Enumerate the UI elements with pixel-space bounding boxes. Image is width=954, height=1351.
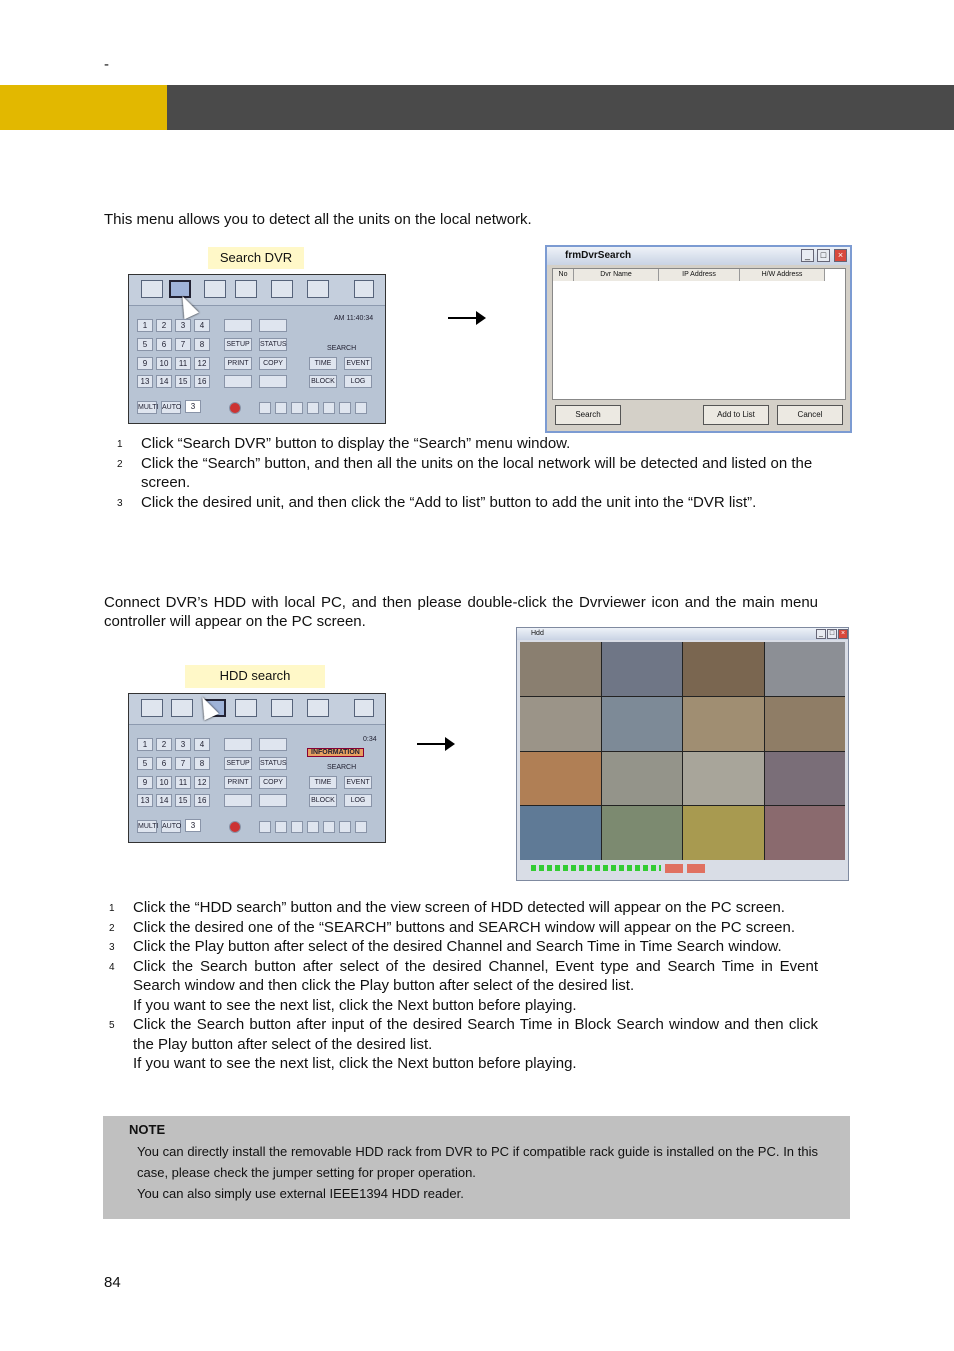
header-accent-bar	[0, 85, 167, 130]
fast-rewind-icon[interactable]	[259, 821, 271, 833]
channel-key-9[interactable]: 9	[137, 776, 153, 789]
controller-time: 0:34	[363, 736, 377, 743]
hdd-search-icon[interactable]	[204, 280, 226, 298]
camera-view[interactable]	[765, 642, 846, 696]
camera-grid	[520, 642, 845, 860]
hdd-search-callout: HDD search	[185, 665, 325, 688]
channel-key-4[interactable]: 4	[194, 738, 210, 751]
monitor-button[interactable]	[259, 738, 287, 751]
section1-intro: This menu allows you to detect all the units on the local network.	[104, 211, 532, 228]
camera-view[interactable]	[520, 752, 601, 806]
maximize-icon[interactable]: □	[827, 629, 837, 639]
search-dvr-icon[interactable]	[171, 699, 193, 717]
channel-key-2[interactable]: 2	[156, 319, 172, 332]
step-forward-icon[interactable]	[339, 402, 351, 414]
dialog-title: frmDvrSearch	[547, 247, 850, 265]
controller-panel-2	[128, 693, 386, 843]
channel-key-12[interactable]: 12	[194, 776, 210, 789]
print-button[interactable]: PRINT	[224, 357, 252, 370]
channel-key-3[interactable]: 3	[175, 738, 191, 751]
arrow-right-icon	[417, 743, 451, 745]
channel-key-11[interactable]: 11	[175, 776, 191, 789]
sound-button[interactable]	[224, 738, 252, 751]
controller-panel-1	[128, 274, 386, 424]
setup-button[interactable]: SETUP	[224, 757, 252, 770]
step-back-icon[interactable]	[275, 821, 287, 833]
camera-view[interactable]	[520, 697, 601, 751]
channel-key-12[interactable]: 12	[194, 357, 210, 370]
time-search-button[interactable]: TIME	[309, 776, 337, 789]
channel-key-15[interactable]: 15	[175, 375, 191, 388]
auto-button[interactable]: AUTO	[161, 820, 181, 833]
camera-view[interactable]	[602, 697, 683, 751]
record-icon[interactable]	[229, 402, 241, 414]
page-number: 84	[104, 1274, 121, 1291]
channel-key-16[interactable]: 16	[194, 375, 210, 388]
channel-key-3[interactable]: 3	[175, 319, 191, 332]
search-group-label: SEARCH	[327, 345, 357, 352]
mute-button[interactable]	[259, 375, 287, 388]
camera-view[interactable]	[683, 642, 764, 696]
add-to-list-button[interactable]: Add to List	[703, 405, 769, 425]
copy-button[interactable]: COPY	[259, 776, 287, 789]
copy-window-icon[interactable]	[235, 280, 257, 298]
search-dvr-callout: Search DVR	[208, 247, 304, 269]
window-controls-icon[interactable]	[354, 280, 374, 298]
print-button[interactable]: PRINT	[224, 776, 252, 789]
sound-button[interactable]	[224, 319, 252, 332]
fullscreen-icon[interactable]	[271, 280, 293, 298]
search-group-label: SEARCH	[327, 764, 357, 771]
block-search-button[interactable]: BLOCK	[309, 375, 337, 388]
dvr-list[interactable]	[552, 268, 846, 400]
time-search-button[interactable]: TIME	[309, 357, 337, 370]
mute-button[interactable]	[259, 794, 287, 807]
channel-key-1[interactable]: 1	[137, 319, 153, 332]
header-title-bar	[167, 85, 954, 130]
controller-time: AM 11:40:34	[334, 315, 374, 322]
live-view-icon[interactable]	[141, 280, 163, 298]
channel-key-9[interactable]: 9	[137, 357, 153, 370]
fullscreen-icon[interactable]	[271, 699, 293, 717]
channel-key-13[interactable]: 13	[137, 375, 153, 388]
event-search-button[interactable]: EVENT	[344, 357, 372, 370]
event-search-button[interactable]: EVENT	[344, 776, 372, 789]
search-button[interactable]: Search	[555, 405, 621, 425]
reverse-play-icon[interactable]	[291, 821, 303, 833]
alarm-indicators	[531, 865, 661, 871]
copy-window-icon[interactable]	[235, 699, 257, 717]
camera-view[interactable]	[602, 642, 683, 696]
setup-button[interactable]: SETUP	[224, 338, 252, 351]
controller-toolbar	[129, 275, 385, 306]
close-icon[interactable]: ×	[834, 249, 847, 262]
log-button[interactable]: LOG	[344, 794, 372, 807]
channel-key-5[interactable]: 5	[137, 757, 153, 770]
column-ip-address[interactable]: IP Address	[659, 269, 740, 281]
channel-key-7[interactable]: 7	[175, 757, 191, 770]
controller-toolbar	[129, 694, 385, 725]
multi-value-field[interactable]: 3	[185, 400, 201, 413]
multi-value-field[interactable]: 3	[185, 819, 201, 832]
note-line-1: You can directly install the removable HDD rack from DVR to PC if compatible rack guide is installed on the PC. In this case, please check the jumper setting for proper operation.	[137, 1144, 818, 1180]
block-search-button[interactable]: BLOCK	[309, 794, 337, 807]
channel-key-1[interactable]: 1	[137, 738, 153, 751]
list-item: 1 Click the “HDD search” button and the view screen of HDD detected will appear on the PC screen.	[109, 899, 785, 916]
camera-view[interactable]	[765, 806, 846, 860]
channel-key-4[interactable]: 4	[194, 319, 210, 332]
list-item: 1 Click “Search DVR” button to display the “Search” menu window.	[117, 435, 571, 452]
camera-view[interactable]	[683, 697, 764, 751]
channel-key-6[interactable]: 6	[156, 338, 172, 351]
maximize-icon[interactable]: □	[817, 249, 830, 262]
live-view-icon[interactable]	[141, 699, 163, 717]
dvr-search-dialog	[545, 245, 852, 433]
step-forward-icon[interactable]	[339, 821, 351, 833]
status-button[interactable]: STATUS	[259, 757, 287, 770]
camera-view[interactable]	[520, 806, 601, 860]
channel-key-8[interactable]: 8	[194, 338, 210, 351]
checklist-icon[interactable]	[307, 280, 329, 298]
fast-rewind-icon[interactable]	[259, 402, 271, 414]
list-item: 3 Click the desired unit, and then click the “Add to list” button to add the unit into the “DVR list”.	[117, 493, 757, 511]
note-line-2: You can also simply use external IEEE1394 HDD reader.	[137, 1186, 464, 1201]
camera-view[interactable]	[683, 752, 764, 806]
log-button[interactable]: LOG	[344, 375, 372, 388]
section2-steps	[109, 898, 818, 1074]
channel-key-15[interactable]: 15	[175, 794, 191, 807]
camera-view[interactable]	[683, 806, 764, 860]
note-box	[103, 1116, 850, 1219]
multi-button[interactable]: MULTI	[137, 401, 157, 414]
channel-key-14[interactable]: 14	[156, 375, 172, 388]
hdd-viewer-window	[516, 627, 849, 881]
volume-button[interactable]	[224, 375, 252, 388]
fast-forward-icon[interactable]	[355, 821, 367, 833]
status-button[interactable]: STATUS	[259, 338, 287, 351]
reverse-play-icon[interactable]	[291, 402, 303, 414]
close-icon[interactable]: ×	[838, 629, 848, 639]
channel-key-11[interactable]: 11	[175, 357, 191, 370]
step-back-icon[interactable]	[275, 402, 287, 414]
column-no[interactable]: No	[553, 269, 574, 281]
camera-view[interactable]	[520, 642, 601, 696]
fast-forward-icon[interactable]	[355, 402, 367, 414]
arrow-right-icon	[448, 317, 482, 319]
list-item: 3 Click the Play button after select of the desired Channel and Search Time in Time Search window.	[109, 938, 782, 955]
channel-key-5[interactable]: 5	[137, 338, 153, 351]
header-dash: -	[104, 56, 109, 73]
pause-icon[interactable]	[307, 821, 319, 833]
camera-view[interactable]	[602, 806, 683, 860]
play-icon[interactable]	[323, 402, 335, 414]
column-hw-address[interactable]: H/W Address	[740, 269, 825, 281]
multi-button[interactable]: MULTI	[137, 820, 157, 833]
volume-button[interactable]	[224, 794, 252, 807]
note-heading: NOTE	[129, 1122, 166, 1137]
channel-key-10[interactable]: 10	[156, 357, 172, 370]
channel-key-16[interactable]: 16	[194, 794, 210, 807]
hdd-window-title: Hdd	[517, 628, 848, 640]
section2-intro: Connect DVR’s HDD with local PC, and then please double-click the Dvrviewer icon and the main menu controller will appear on the PC screen.	[104, 594, 818, 630]
minimize-icon[interactable]: _	[816, 629, 826, 639]
play-icon[interactable]	[323, 821, 335, 833]
channel-key-10[interactable]: 10	[156, 776, 172, 789]
minimize-icon[interactable]: _	[801, 249, 814, 262]
camera-view[interactable]	[602, 752, 683, 806]
column-dvr-name[interactable]: Dvr Name	[574, 269, 659, 281]
auto-button[interactable]: AUTO	[161, 401, 181, 414]
section1-steps	[117, 434, 819, 512]
window-controls-icon[interactable]	[354, 699, 374, 717]
camera-view[interactable]	[765, 697, 846, 751]
channel-key-2[interactable]: 2	[156, 738, 172, 751]
copy-button[interactable]: COPY	[259, 357, 287, 370]
camera-view[interactable]	[765, 752, 846, 806]
information-label: INFORMATION	[307, 748, 364, 757]
play-button[interactable]	[687, 864, 705, 873]
channel-key-8[interactable]: 8	[194, 757, 210, 770]
channel-key-7[interactable]: 7	[175, 338, 191, 351]
monitor-button[interactable]	[259, 319, 287, 332]
record-icon[interactable]	[229, 821, 241, 833]
channel-key-6[interactable]: 6	[156, 757, 172, 770]
list-item: 5 Click the Search button after input of the desired Search Time in Block Search window and then click the Play button after select of the desired list. If you want to see the next list, click the Next button before playing.	[109, 1016, 818, 1072]
channel-key-13[interactable]: 13	[137, 794, 153, 807]
channel-key-14[interactable]: 14	[156, 794, 172, 807]
live-button[interactable]	[665, 864, 683, 873]
list-item: 2 Click the “Search” button, and then all the units on the local network will be detected and listed on the screen.	[117, 454, 813, 491]
pause-icon[interactable]	[307, 402, 319, 414]
list-item: 2 Click the desired one of the “SEARCH” buttons and SEARCH window will appear on the PC screen.	[109, 918, 795, 936]
list-item: 4 Click the Search button after select of the desired Channel, Event type and Search Time in Event Search window and then click the Play button after select of the desired list. If you want to see the next list, click the Next button before playing.	[109, 957, 818, 1014]
checklist-icon[interactable]	[307, 699, 329, 717]
cancel-button[interactable]: Cancel	[777, 405, 843, 425]
